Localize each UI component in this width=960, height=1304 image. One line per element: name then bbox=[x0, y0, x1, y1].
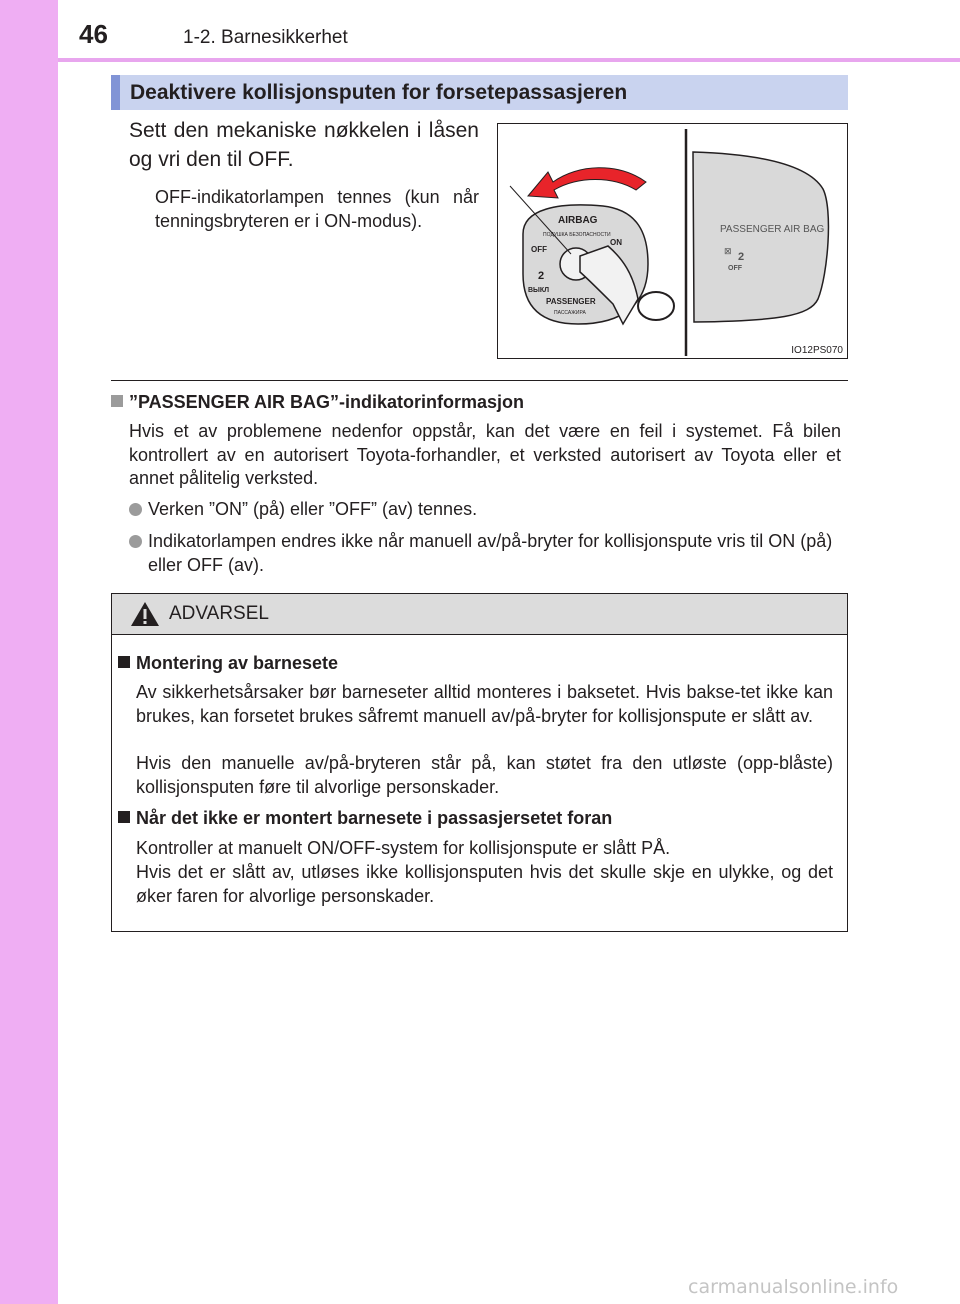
topic-title: Deaktivere kollisjonsputen for forsetepassasjeren bbox=[130, 81, 628, 104]
info-bullet-text: Verken ”ON” (på) eller ”OFF” (av) tennes. bbox=[148, 499, 478, 519]
rotation-arrow-icon bbox=[528, 168, 646, 198]
switch-off-ru-label: ВЫКЛ bbox=[528, 287, 550, 294]
panel-label: PASSENGER AIR BAG bbox=[720, 224, 825, 235]
panel-off-label: OFF bbox=[728, 265, 742, 272]
panel-seat-number: 2 bbox=[738, 251, 745, 263]
square-bullet-icon bbox=[118, 656, 130, 668]
warning-paragraph: Hvis det er slått av, utløses ikke kollisjonsputen hvis det skulle skje en ulykke, og det øker faren for alvorlige personskader. bbox=[136, 862, 833, 906]
section-divider bbox=[111, 380, 848, 381]
airbag-switch-figure bbox=[497, 123, 848, 359]
switch-passenger-label: PASSENGER bbox=[546, 297, 596, 306]
airbag-switch-illustration bbox=[498, 124, 848, 359]
warning-heading bbox=[118, 653, 338, 674]
warning-heading bbox=[118, 808, 612, 829]
switch-airbag-label: AIRBAG bbox=[558, 215, 598, 226]
key-ring-icon bbox=[638, 292, 674, 320]
round-bullet-icon bbox=[129, 535, 142, 548]
round-bullet-icon bbox=[129, 503, 142, 516]
warning-paragraph: Av sikkerhetsårsaker bør barneseter alltid monteres i baksetet. Hvis bakse-tet ikke kan brukes, kan forsetet brukes såfremt manuell av/på-bryter for kollisjonspute er slått av. bbox=[136, 682, 833, 726]
warning-paragraph: Kontroller at manuelt ON/OFF-system for kollisjonspute er slått PÅ. bbox=[136, 838, 671, 858]
topic-title-bar bbox=[111, 75, 848, 110]
switch-off-label: OFF bbox=[531, 245, 547, 254]
step-note: OFF-indikatorlampen tennes (kun når tenningsbryteren er i ON-modus). bbox=[155, 187, 479, 231]
dashboard-panel bbox=[693, 152, 828, 322]
info-bullet-text: Indikatorlampen endres ikke når manuell av/på-bryter for kollisjonspute vris til ON (på) eller OFF (av). bbox=[148, 531, 833, 575]
warning-paragraph: Hvis den manuelle av/på-bryteren står på, kan støtet fra den utløste (opp-blåste) kollisjonsputen føre til alvorlige personskader. bbox=[136, 753, 833, 797]
airbag-person-icon: ⊠ bbox=[724, 246, 732, 256]
switch-passenger-ru-label: ПАССАЖИРА bbox=[554, 310, 586, 316]
info-heading bbox=[111, 392, 524, 413]
watermark: carmanualsonline.info bbox=[688, 1276, 899, 1298]
info-heading-text: ”PASSENGER AIR BAG”-indikatorinformasjon bbox=[129, 392, 525, 412]
warning-header bbox=[112, 594, 847, 635]
warning-heading-text: Når det ikke er montert barnesete i passasjersetet foran bbox=[136, 808, 613, 828]
warning-label: ADVARSEL bbox=[169, 603, 269, 624]
switch-airbag-ru-label: ПОДУШКА БЕЗОПАСНОСТИ bbox=[543, 232, 611, 238]
page-sidebar bbox=[0, 0, 58, 1304]
info-body: Hvis et av problemene nedenfor oppstår, kan det være en feil i systemet. Få bilen kontrollert av en autorisert Toyota-forhandler, et verksted autorisert av Toyota eller et annet pålitelig verksted. bbox=[129, 421, 841, 488]
warning-triangle-icon bbox=[130, 601, 160, 627]
warning-heading-text: Montering av barnesete bbox=[136, 653, 339, 673]
info-bullet bbox=[129, 498, 849, 522]
figure-code: IO12PS070 bbox=[791, 345, 843, 356]
switch-on-label: ON bbox=[610, 238, 622, 247]
header-divider bbox=[58, 58, 960, 62]
square-bullet-icon bbox=[118, 811, 130, 823]
square-bullet-icon bbox=[111, 395, 123, 407]
switch-seat-number: 2 bbox=[538, 270, 545, 282]
page-number: 46 bbox=[79, 19, 108, 49]
warning-box bbox=[111, 593, 848, 932]
info-bullet bbox=[129, 530, 849, 577]
step-instruction: Sett den mekaniske nøkkelen i låsen og vri den til OFF. bbox=[129, 119, 479, 171]
section-title: 1-2. Barnesikkerhet bbox=[183, 27, 348, 48]
